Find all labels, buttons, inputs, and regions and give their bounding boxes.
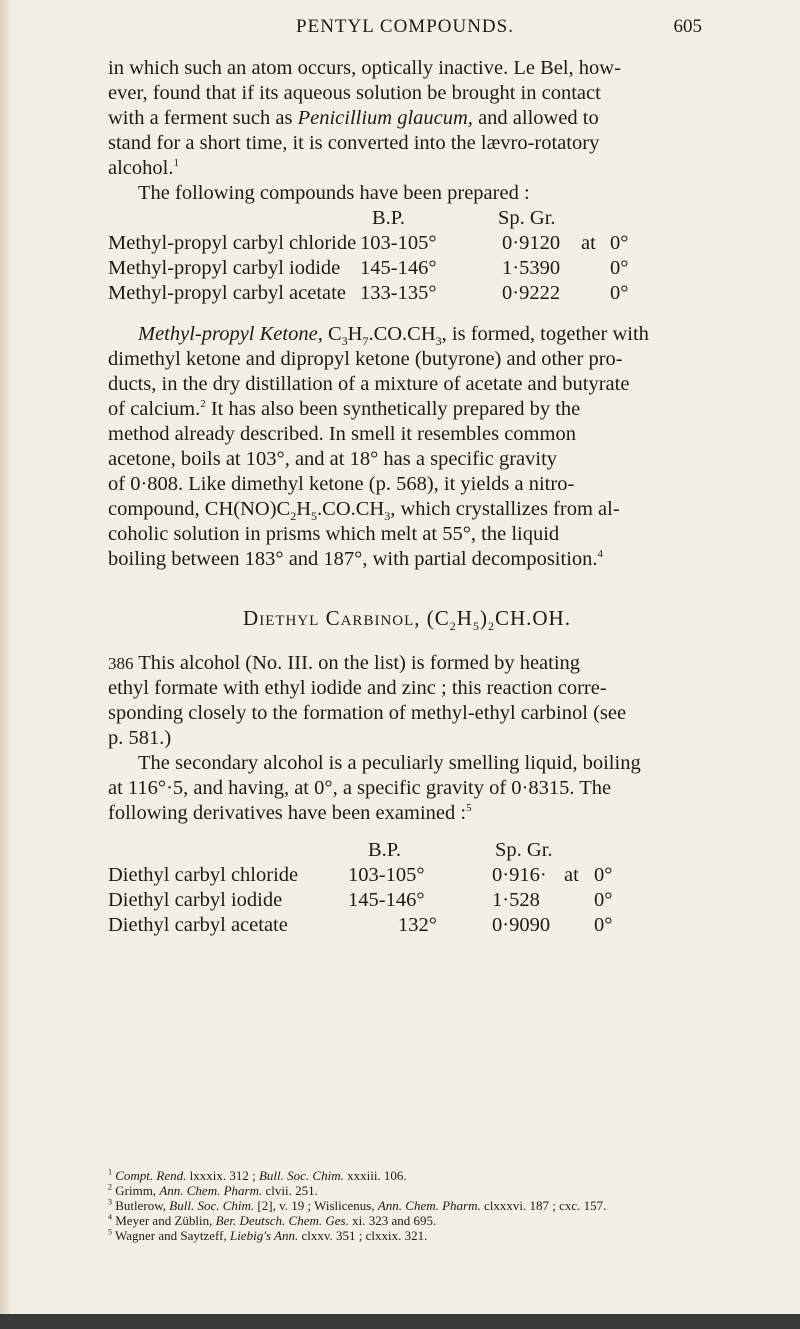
table-header-row bbox=[108, 838, 706, 863]
temperature: 0° bbox=[594, 864, 613, 886]
text-line: sponding closely to the formation of methyl-ethyl carbinol (see bbox=[108, 702, 627, 724]
citation-text: clvii. 251. bbox=[262, 1183, 318, 1198]
text-line: ever, found that if its aqueous solution be brought in contact bbox=[108, 82, 601, 104]
methyl-propyl-derivatives-table bbox=[108, 206, 706, 306]
specific-gravity: 0·916· bbox=[492, 864, 547, 886]
footnote-ref: 2 bbox=[200, 398, 206, 411]
table-row bbox=[108, 231, 706, 256]
table-row bbox=[108, 888, 706, 913]
citation-text: clxxxvi. 187 ; cxc. 157. bbox=[480, 1198, 607, 1213]
page-number: 605 bbox=[673, 16, 702, 37]
at-label: at bbox=[581, 232, 596, 254]
column-header-sp-gr: Sp. Gr. bbox=[498, 207, 556, 229]
diethyl-derivatives-table bbox=[108, 838, 706, 938]
formula-subscript: 3 bbox=[384, 509, 391, 524]
temperature: 0° bbox=[594, 889, 613, 911]
paragraph-le-bel bbox=[108, 56, 706, 181]
footnote-marker: 2 bbox=[108, 1182, 112, 1192]
text-line: coholic solution in prisms which melt at 55°, the liquid bbox=[108, 523, 560, 545]
formula-part: .CO.CH bbox=[368, 323, 436, 345]
boiling-point: 103-105° bbox=[348, 864, 425, 886]
compound-name: Methyl-propyl carbyl acetate bbox=[108, 282, 346, 304]
footnote bbox=[108, 1228, 706, 1243]
boiling-point: 145-146° bbox=[348, 889, 425, 911]
boiling-point: 145-146° bbox=[360, 257, 437, 279]
species-name: Penicillium glaucum, bbox=[297, 107, 473, 129]
citation-text: clxxv. 351 ; clxxix. 321. bbox=[298, 1228, 428, 1243]
text-line: , which crystallizes from al- bbox=[390, 498, 620, 520]
text-line: and allowed to bbox=[472, 107, 599, 129]
footnotes bbox=[108, 1168, 706, 1243]
table-row bbox=[108, 863, 706, 888]
formula-subscript: 5 bbox=[311, 509, 318, 524]
formula-subscript: 3 bbox=[435, 334, 442, 349]
journal-name: Ber. Deutsch. Chem. Ges. bbox=[215, 1213, 349, 1228]
compound-name: Methyl-propyl carbyl chloride bbox=[108, 232, 357, 254]
boiling-point: 103-105° bbox=[360, 232, 437, 254]
paragraph-secondary-alcohol bbox=[108, 751, 706, 826]
text-line: boiling between 183° and 187°, with partial decomposition. bbox=[108, 548, 598, 570]
text-line: acetone, boils at 103°, and at 18° has a specific gravity bbox=[108, 448, 558, 470]
citation-text: xi. 323 and 695. bbox=[348, 1213, 437, 1228]
column-header-sp-gr: Sp. Gr. bbox=[495, 839, 553, 861]
main-text bbox=[108, 56, 706, 938]
journal-name: Compt. Rend. bbox=[115, 1168, 187, 1183]
table-row bbox=[108, 913, 706, 938]
journal-name: Liebig's Ann. bbox=[229, 1228, 299, 1243]
footnote-marker: 4 bbox=[108, 1212, 112, 1222]
table-header-row bbox=[108, 206, 706, 231]
specific-gravity: 1·528 bbox=[492, 889, 540, 911]
compound-name: Diethyl carbyl acetate bbox=[108, 914, 288, 936]
formula-part: (C bbox=[426, 606, 450, 630]
boiling-point: 133-135° bbox=[360, 282, 437, 304]
page-binding-shadow bbox=[0, 0, 10, 1329]
table-row bbox=[108, 256, 706, 281]
citation-text: Meyer and Züblin, bbox=[115, 1213, 216, 1228]
section-heading bbox=[108, 606, 706, 634]
citation-text: Grimm, bbox=[115, 1183, 160, 1198]
formula-subscript: 2 bbox=[290, 509, 297, 524]
section-heading-name: Diethyl Carbinol, bbox=[243, 606, 421, 630]
column-header-bp: B.P. bbox=[372, 207, 406, 229]
paragraph-methyl-propyl-ketone bbox=[108, 322, 706, 572]
text-line: ducts, in the dry distillation of a mixture of acetate and butyrate bbox=[108, 373, 630, 395]
citation-text: Butlerow, bbox=[115, 1198, 170, 1213]
at-label: at bbox=[564, 864, 579, 886]
formula-part: ) bbox=[479, 606, 488, 630]
temperature: 0° bbox=[610, 257, 629, 279]
table-row bbox=[108, 281, 706, 306]
formula-subscript: 2 bbox=[449, 619, 457, 634]
running-title: PENTYL COMPOUNDS. bbox=[296, 16, 514, 37]
footnote-ref: 5 bbox=[466, 802, 472, 815]
paragraph-386 bbox=[108, 651, 706, 751]
compound-name: Diethyl carbyl iodide bbox=[108, 889, 283, 911]
formula-subscript: 2 bbox=[487, 619, 495, 634]
text-line: The secondary alcohol is a peculiarly smelling liquid, boiling bbox=[138, 752, 641, 774]
formula-part: CH.OH. bbox=[494, 606, 571, 630]
text-line: method already described. In smell it resembles common bbox=[108, 423, 576, 445]
footnote bbox=[108, 1183, 706, 1198]
text-line: at 116°·5, and having, at 0°, a specific gravity of 0·8315. The bbox=[108, 777, 612, 799]
text-line: with a ferment such as bbox=[108, 107, 298, 129]
footnote-ref: 4 bbox=[597, 548, 604, 561]
text-line: following derivatives have been examined : bbox=[108, 802, 467, 824]
text-line: of calcium. bbox=[108, 398, 201, 420]
formula-part: .CO.CH bbox=[317, 498, 385, 520]
text-line: of 0·808. Like dimethyl ketone (p. 568), it yields a nitro- bbox=[108, 473, 575, 495]
paragraph-number: 386 bbox=[108, 654, 134, 673]
journal-name: Bull. Soc. Chim. bbox=[258, 1168, 344, 1183]
footnote bbox=[108, 1168, 706, 1183]
text-line: ethyl formate with ethyl iodide and zinc ; this reaction corre- bbox=[108, 677, 607, 699]
text-line: It has also been synthetically prepared by the bbox=[205, 398, 581, 420]
footnote-marker: 3 bbox=[108, 1197, 112, 1207]
scan-bottom-edge bbox=[0, 1314, 800, 1329]
citation-text: Wagner and Saytzeff, bbox=[115, 1228, 230, 1243]
citation-text: [2], v. 19 ; Wislicenus, bbox=[254, 1198, 378, 1213]
temperature: 0° bbox=[610, 232, 629, 254]
column-header-bp: B.P. bbox=[368, 839, 402, 861]
formula-subscript: 3 bbox=[341, 334, 348, 349]
specific-gravity: 0·9222 bbox=[502, 282, 561, 304]
temperature: 0° bbox=[594, 914, 613, 936]
footnote bbox=[108, 1213, 706, 1228]
journal-name: Bull. Soc. Chim. bbox=[169, 1198, 255, 1213]
journal-name: Ann. Chem. Pharm. bbox=[159, 1183, 263, 1198]
text-line: stand for a short time, it is converted into the lævro-rotatory bbox=[108, 132, 600, 154]
text-line: p. 581.) bbox=[108, 727, 172, 749]
specific-gravity: 0·9090 bbox=[492, 914, 551, 936]
specific-gravity: 0·9120 bbox=[502, 232, 561, 254]
footnote-marker: 1 bbox=[108, 1167, 112, 1177]
footnote bbox=[108, 1198, 706, 1213]
footnote-ref: 1 bbox=[173, 157, 179, 170]
boiling-point: 132° bbox=[398, 914, 437, 936]
text-line: , is formed, together with bbox=[441, 323, 649, 345]
citation-text: xxxiii. 106. bbox=[343, 1168, 407, 1183]
text-line: compound, CH(NO)C bbox=[108, 498, 291, 520]
page-header bbox=[108, 16, 702, 46]
formula-subscript: 5 bbox=[472, 619, 480, 634]
footnote-marker: 5 bbox=[108, 1227, 112, 1237]
formula-part: H bbox=[456, 606, 473, 630]
text-line: dimethyl ketone and dipropyl ketone (butyrone) and other pro- bbox=[108, 348, 623, 370]
formula-part: H bbox=[296, 498, 312, 520]
journal-name: Ann. Chem. Pharm. bbox=[377, 1198, 481, 1213]
specific-gravity: 1·5390 bbox=[502, 257, 561, 279]
temperature: 0° bbox=[610, 282, 629, 304]
formula-part: H bbox=[347, 323, 363, 345]
compound-name: Methyl-propyl carbyl iodide bbox=[108, 257, 341, 279]
text-line: This alcohol (No. III. on the list) is formed by heating bbox=[133, 652, 581, 674]
compound-name: Diethyl carbyl chloride bbox=[108, 864, 299, 886]
formula-part: C bbox=[327, 323, 342, 345]
text-line: in which such an atom occurs, optically inactive. Le Bel, how- bbox=[108, 57, 621, 79]
table-intro: The following compounds have been prepared : bbox=[138, 182, 530, 204]
formula-subscript: 7 bbox=[362, 334, 369, 349]
citation-text: lxxxix. 312 ; bbox=[186, 1168, 259, 1183]
text-line: alcohol. bbox=[108, 157, 174, 179]
compound-title: Methyl-propyl Ketone, bbox=[138, 323, 323, 345]
